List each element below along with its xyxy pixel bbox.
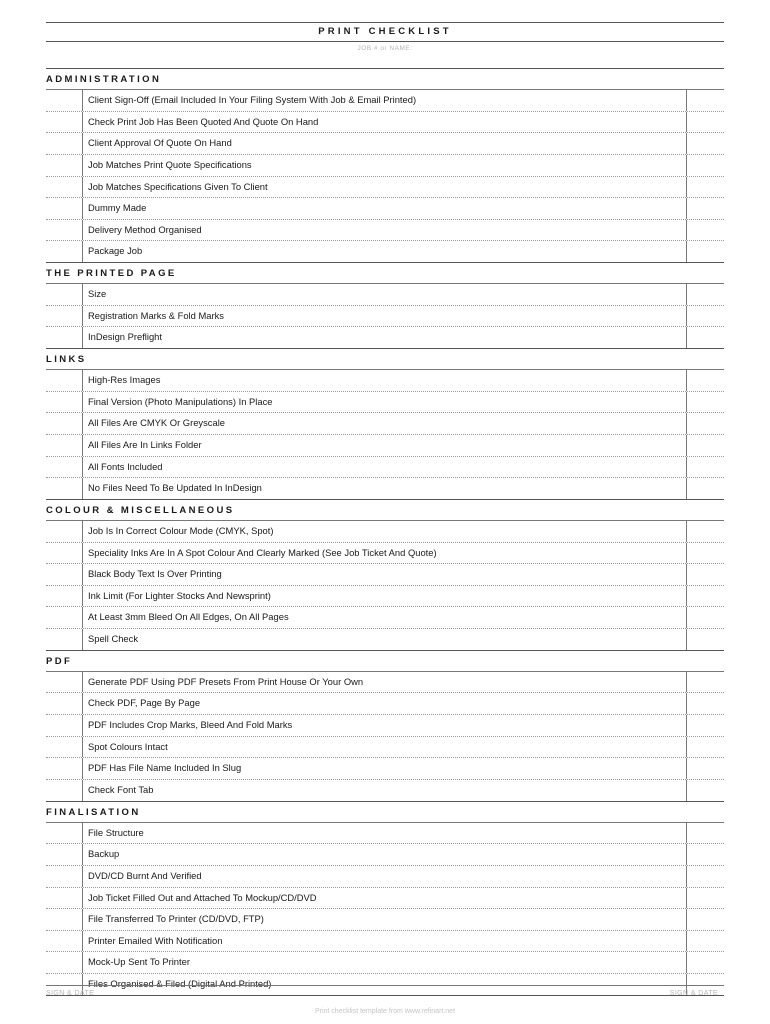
checkbox-cell[interactable] xyxy=(46,780,83,801)
checkbox-cell[interactable] xyxy=(46,435,83,456)
sign-date-left: SIGN & DATE xyxy=(46,990,95,997)
tick-cell[interactable] xyxy=(686,823,725,844)
checklist-section xyxy=(46,801,724,995)
checklist-item-label: Client Sign-Off (Email Included In Your Filing System With Job & Email Printed) xyxy=(88,94,417,105)
bottom-rule xyxy=(46,995,724,996)
tick-cell[interactable] xyxy=(686,327,725,348)
checklist-item-label: Generate PDF Using PDF Presets From Print House Or Your Own xyxy=(88,675,364,687)
checklist-item-label: All Files Are CMYK Or Greyscale xyxy=(88,417,226,429)
checklist-item-label: Files Organised & Filed (Digital And Printed) xyxy=(88,978,272,990)
checklist-item-label: Spot Colours Intact xyxy=(88,740,168,752)
checkbox-cell[interactable] xyxy=(46,758,83,779)
checklist-row xyxy=(46,176,724,198)
checkbox-cell[interactable] xyxy=(46,306,83,327)
checklist-item-label: Client Approval Of Quote On Hand xyxy=(88,137,232,149)
section-heading: THE PRINTED PAGE xyxy=(46,262,724,283)
checklist-item-label: PDF Has File Name Included In Slug xyxy=(88,762,242,774)
checklist-row xyxy=(46,132,724,154)
checkbox-cell[interactable] xyxy=(46,715,83,736)
checkbox-cell[interactable] xyxy=(46,909,83,930)
checklist-section xyxy=(46,68,724,262)
checklist-row xyxy=(46,973,724,995)
checklist-item-label: Black Body Text Is Over Printing xyxy=(88,568,222,580)
checklist-item-label: High-Res Images xyxy=(88,374,161,386)
job-name-label: JOB # or NAME: xyxy=(357,45,413,52)
checklist-row xyxy=(46,843,724,865)
tick-cell[interactable] xyxy=(686,931,725,952)
checklist-row xyxy=(46,757,724,779)
checkbox-cell[interactable] xyxy=(46,90,83,111)
checklist-item-label: Spell Check xyxy=(88,633,139,645)
sign-date-right: SIGN & DATE xyxy=(669,990,718,997)
checklist-row xyxy=(46,822,724,844)
checkbox-cell[interactable] xyxy=(46,693,83,714)
tick-cell[interactable] xyxy=(686,693,725,714)
checkbox-cell[interactable] xyxy=(46,241,83,262)
section-heading: PDF xyxy=(46,650,724,671)
checklist-row xyxy=(46,240,724,262)
checklist-item-label: At Least 3mm Bleed On All Edges, On All Pages xyxy=(88,611,289,623)
tick-cell[interactable] xyxy=(686,413,725,434)
tick-cell[interactable] xyxy=(686,177,725,198)
checkbox-cell[interactable] xyxy=(46,823,83,844)
checklist-row xyxy=(46,391,724,413)
checklist-item-label: File Structure xyxy=(88,826,144,838)
checkbox-cell[interactable] xyxy=(46,931,83,952)
tick-cell[interactable] xyxy=(686,866,725,887)
checkbox-cell[interactable] xyxy=(46,284,83,305)
checklist-item-label: Job Matches Specifications Given To Client xyxy=(88,180,268,192)
tick-cell[interactable] xyxy=(686,844,725,865)
tick-cell[interactable] xyxy=(686,715,725,736)
checklist-row xyxy=(46,714,724,736)
checkbox-cell[interactable] xyxy=(46,370,83,391)
checkbox-cell[interactable] xyxy=(46,177,83,198)
section-heading: LINKS xyxy=(46,348,724,369)
checklist-sections xyxy=(46,68,724,996)
tick-cell[interactable] xyxy=(686,909,725,930)
tick-cell[interactable] xyxy=(686,435,725,456)
checkbox-cell[interactable] xyxy=(46,327,83,348)
checklist-item-label: InDesign Preflight xyxy=(88,331,162,343)
checkbox-cell[interactable] xyxy=(46,392,83,413)
checkbox-cell[interactable] xyxy=(46,888,83,909)
checklist-row xyxy=(46,197,724,219)
checkbox-cell[interactable] xyxy=(46,672,83,693)
section-heading: COLOUR & MISCELLANEOUS xyxy=(46,499,724,520)
title-rule xyxy=(46,41,724,42)
checklist-row xyxy=(46,930,724,952)
tick-cell[interactable] xyxy=(686,241,725,262)
checkbox-cell[interactable] xyxy=(46,457,83,478)
checklist-row xyxy=(46,326,724,348)
checklist-item-label: DVD/CD Burnt And Verified xyxy=(88,869,202,881)
checklist-row xyxy=(46,412,724,434)
checklist-row xyxy=(46,563,724,585)
checkbox-cell[interactable] xyxy=(46,155,83,176)
tick-cell[interactable] xyxy=(686,133,725,154)
tick-cell[interactable] xyxy=(686,392,725,413)
section-heading: FINALISATION xyxy=(46,801,724,822)
checklist-item-label: Check Print Job Has Been Quoted And Quote On Hand xyxy=(88,115,319,127)
tick-cell[interactable] xyxy=(686,586,725,607)
checklist-row xyxy=(46,154,724,176)
tick-cell[interactable] xyxy=(686,284,725,305)
checklist-row xyxy=(46,908,724,930)
tick-cell[interactable] xyxy=(686,112,725,133)
section-heading: ADMINISTRATION xyxy=(46,68,724,89)
checklist-row xyxy=(46,283,724,305)
tick-cell[interactable] xyxy=(686,672,725,693)
checklist-item-label: All Files Are In Links Folder xyxy=(88,438,202,450)
checklist-section xyxy=(46,348,724,499)
checklist-item-label: Backup xyxy=(88,848,120,860)
checkbox-cell[interactable] xyxy=(46,521,83,542)
checkbox-cell[interactable] xyxy=(46,478,83,499)
checklist-item-label: Job Matches Print Quote Specifications xyxy=(88,158,252,170)
checkbox-cell[interactable] xyxy=(46,607,83,628)
checklist-row xyxy=(46,736,724,758)
tick-cell[interactable] xyxy=(686,737,725,758)
checklist-item-label: Dummy Made xyxy=(88,202,147,214)
tick-cell[interactable] xyxy=(686,370,725,391)
checkbox-cell[interactable] xyxy=(46,844,83,865)
checklist-row xyxy=(46,305,724,327)
checkbox-cell[interactable] xyxy=(46,629,83,650)
checklist-row xyxy=(46,585,724,607)
checklist-row xyxy=(46,606,724,628)
checklist-row xyxy=(46,520,724,542)
checklist-row xyxy=(46,628,724,650)
signature-rule xyxy=(46,985,724,986)
tick-cell[interactable] xyxy=(686,220,725,241)
page-title: PRINT CHECKLIST xyxy=(318,26,452,37)
checklist-row xyxy=(46,542,724,564)
checkbox-cell[interactable] xyxy=(46,737,83,758)
tick-cell[interactable] xyxy=(686,457,725,478)
checklist-row xyxy=(46,865,724,887)
checklist-row xyxy=(46,369,724,391)
tick-cell[interactable] xyxy=(686,888,725,909)
checklist-section xyxy=(46,499,724,650)
checkbox-cell[interactable] xyxy=(46,133,83,154)
tick-cell[interactable] xyxy=(686,952,725,973)
checklist-item-label: Check Font Tab xyxy=(88,783,154,795)
checklist-item-label: Job Ticket Filled Out and Attached To Mockup/CD/DVD xyxy=(88,891,317,903)
checklist-row xyxy=(46,219,724,241)
checklist-item-label: PDF Includes Crop Marks, Bleed And Fold Marks xyxy=(88,719,293,731)
checklist-row xyxy=(46,434,724,456)
checklist-section xyxy=(46,650,724,801)
checklist-item-label: All Fonts Included xyxy=(88,460,163,472)
checklist-row xyxy=(46,951,724,973)
checklist-item-label: Size xyxy=(88,288,107,300)
template-credit: Print checklist template from www.refinart.net xyxy=(314,1008,456,1015)
checklist-section xyxy=(46,262,724,348)
checkbox-cell[interactable] xyxy=(46,198,83,219)
checkbox-cell[interactable] xyxy=(46,952,83,973)
tick-cell[interactable] xyxy=(686,543,725,564)
checklist-item-label: Final Version (Photo Manipulations) In Place xyxy=(88,395,273,407)
checkbox-cell[interactable] xyxy=(46,564,83,585)
checklist-item-label: Ink Limit (For Lighter Stocks And Newsprint) xyxy=(88,589,271,601)
checklist-item-label: Speciality Inks Are In A Spot Colour And Clearly Marked (See Job Ticket And Quote) xyxy=(88,546,437,558)
checkbox-cell[interactable] xyxy=(46,586,83,607)
checklist-row xyxy=(46,111,724,133)
checklist-row xyxy=(46,477,724,499)
checklist-item-label: File Transferred To Printer (CD/DVD, FTP) xyxy=(88,913,264,925)
checkbox-cell[interactable] xyxy=(46,866,83,887)
checkbox-cell[interactable] xyxy=(46,112,83,133)
tick-cell[interactable] xyxy=(686,198,725,219)
tick-cell[interactable] xyxy=(686,478,725,499)
checklist-item-label: No Files Need To Be Updated In InDesign xyxy=(88,482,262,494)
tick-cell[interactable] xyxy=(686,521,725,542)
checklist-row xyxy=(46,89,724,111)
checklist-item-label: Check PDF, Page By Page xyxy=(88,697,201,709)
title-block xyxy=(46,22,724,55)
tick-cell[interactable] xyxy=(686,306,725,327)
tick-cell[interactable] xyxy=(686,90,725,111)
checklist-item-label: Package Job xyxy=(88,245,143,257)
checkbox-cell[interactable] xyxy=(46,220,83,241)
checklist-row xyxy=(46,456,724,478)
checklist-row xyxy=(46,779,724,801)
checklist-item-label: Registration Marks & Fold Marks xyxy=(88,309,224,321)
checkbox-cell[interactable] xyxy=(46,413,83,434)
checklist-item-label: Printer Emailed With Notification xyxy=(88,934,223,946)
checklist-row xyxy=(46,671,724,693)
checklist-item-label: Mock-Up Sent To Printer xyxy=(88,956,190,968)
tick-cell[interactable] xyxy=(686,155,725,176)
checkbox-cell[interactable] xyxy=(46,543,83,564)
checklist-row xyxy=(46,692,724,714)
tick-cell[interactable] xyxy=(686,780,725,801)
checklist-item-label: Delivery Method Organised xyxy=(88,223,202,235)
tick-cell[interactable] xyxy=(686,758,725,779)
tick-cell[interactable] xyxy=(686,564,725,585)
checklist-item-label: Job Is In Correct Colour Mode (CMYK, Spot) xyxy=(88,524,274,536)
checklist-row xyxy=(46,887,724,909)
tick-cell[interactable] xyxy=(686,629,725,650)
tick-cell[interactable] xyxy=(686,607,725,628)
